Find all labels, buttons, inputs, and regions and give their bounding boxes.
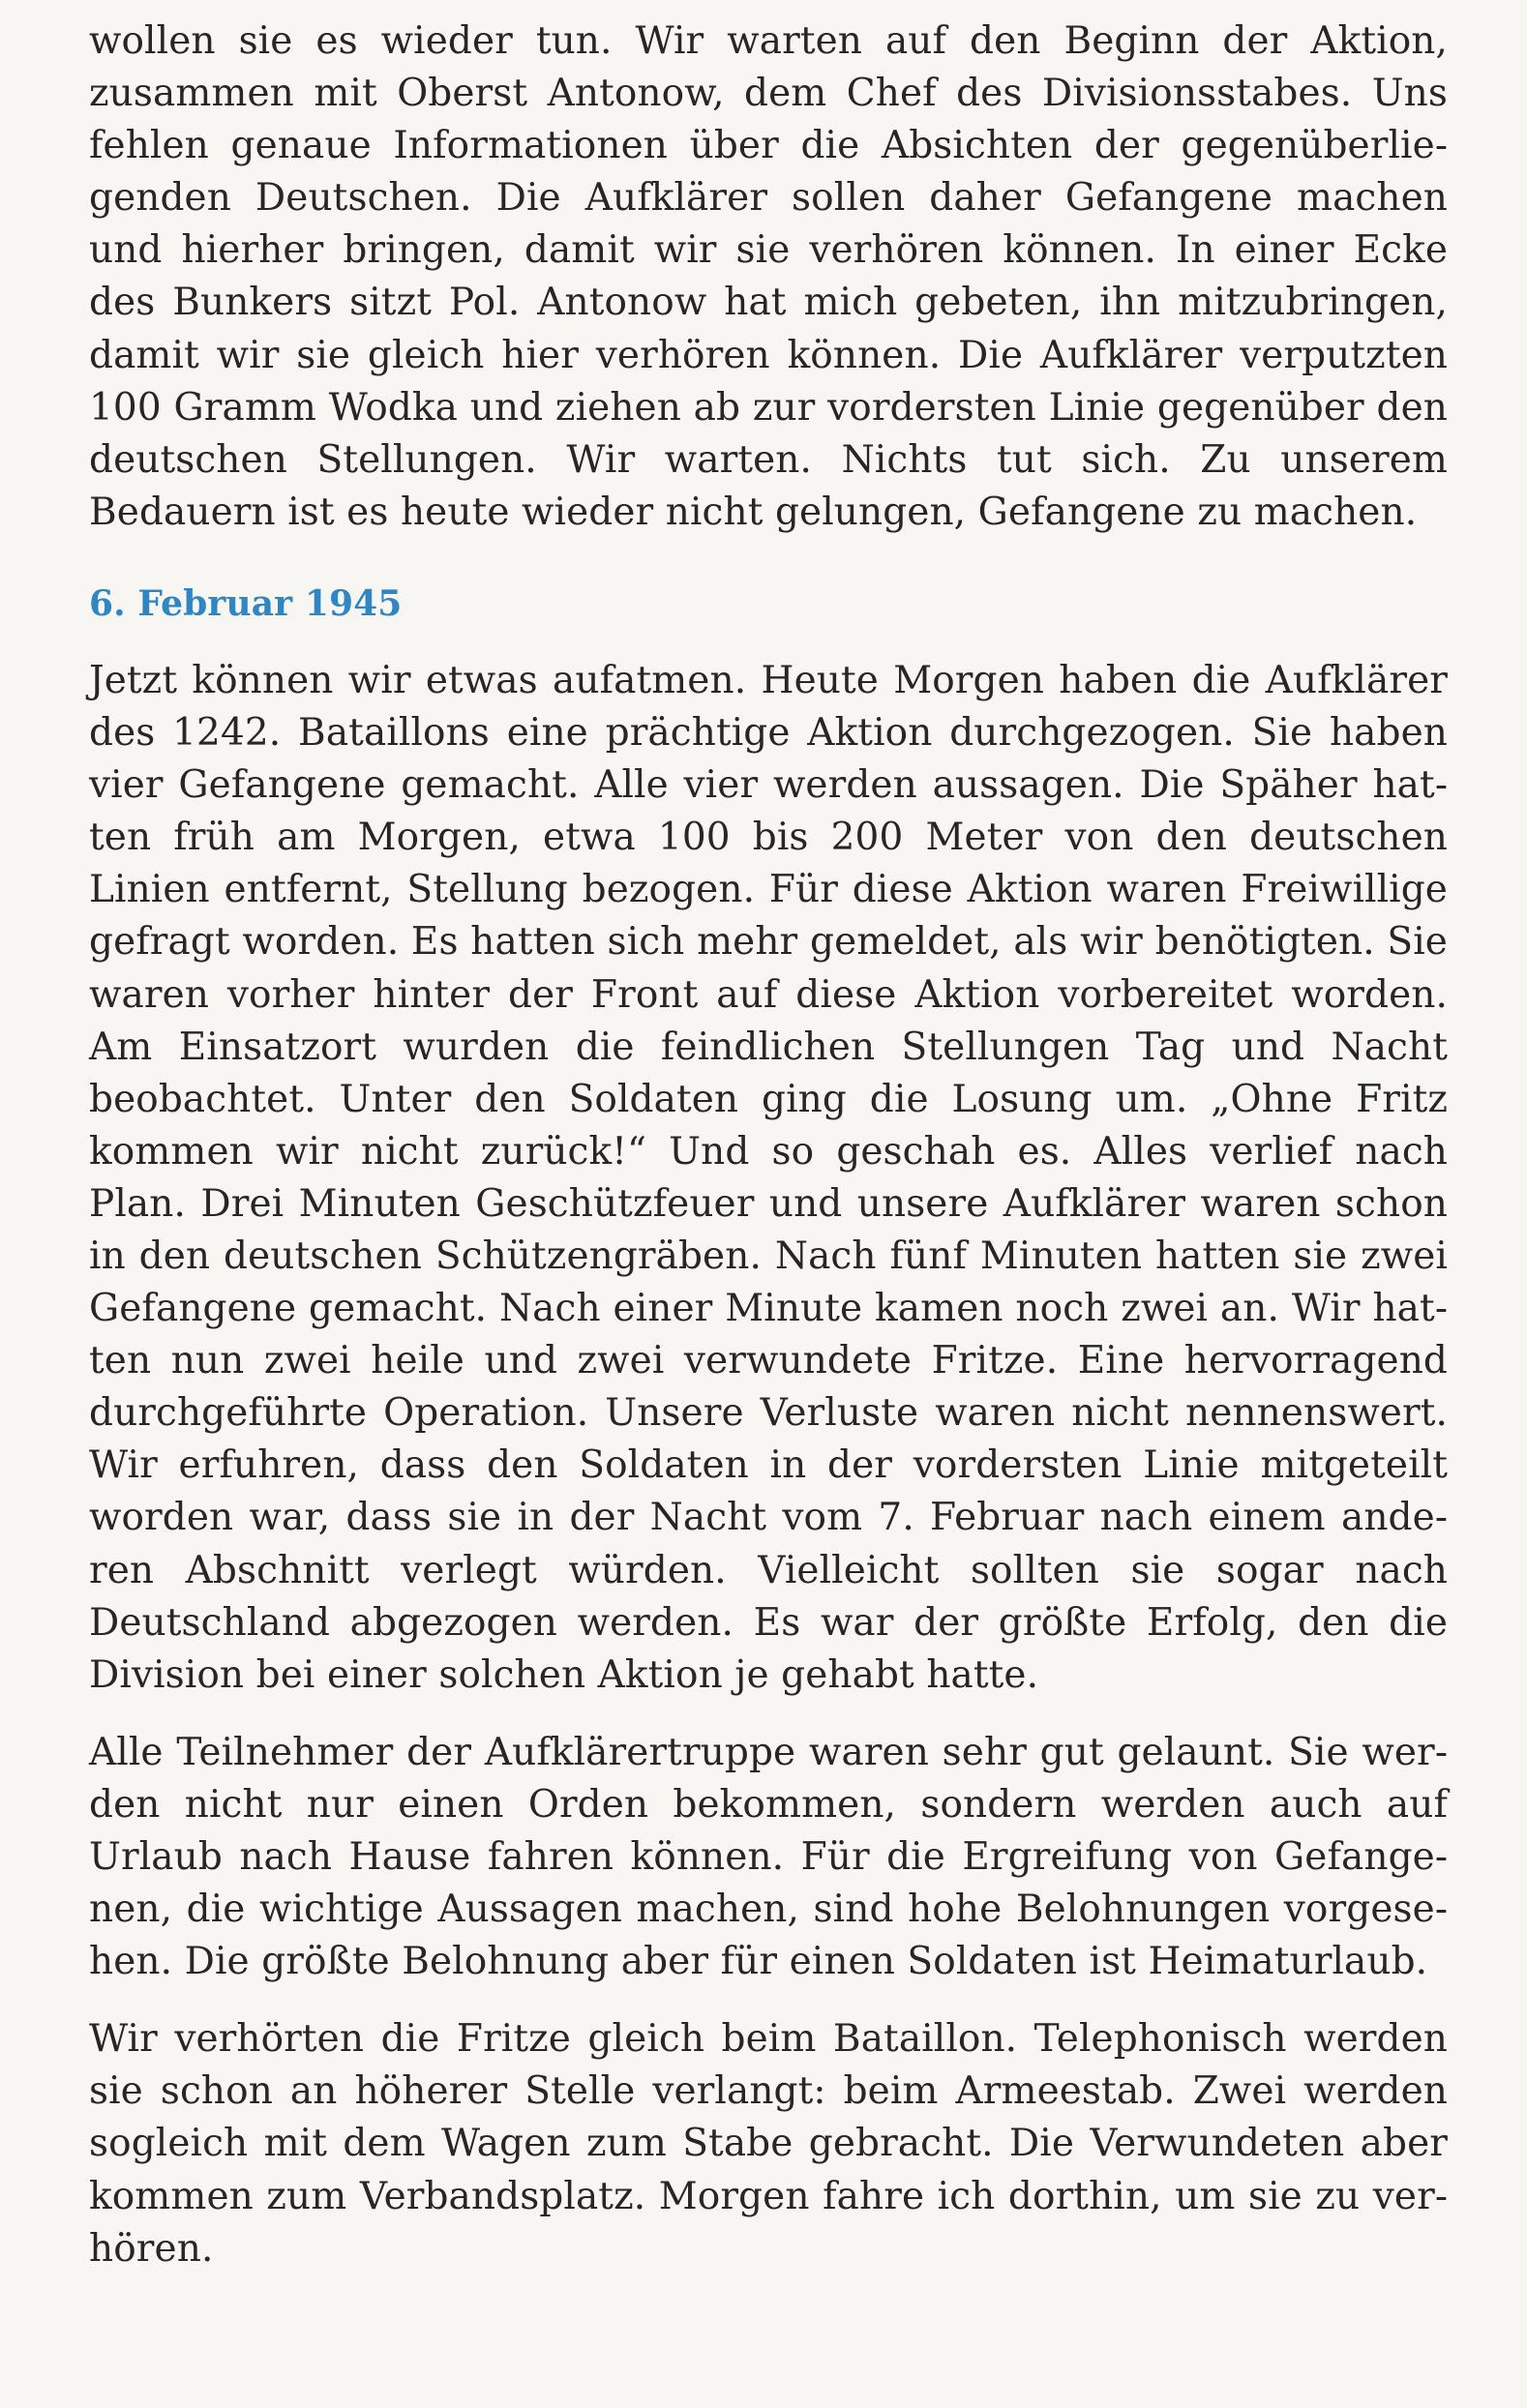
page-body: [89, 15, 1448, 2275]
paragraph-1: Jetzt können wir etwas aufatmen. Heute Morgen haben die Aufklärer des 1242. Bataillons eine prächtige Aktion durchgezogen. Sie haben vier Gefangene gemacht. Alle vier werden aussagen. Die Späher hatten früh am Morgen, etwa 100 bis 200 Meter von den deutschen Linien entfernt, Stellung bezogen. Für diese Aktion waren Freiwillige gefragt worden. Es hatten sich mehr gemeldet, als wir benötigten. Sie waren vorher hinter der Front auf diese Aktion vorbereitet worden. Am Einsatzort wurden die feindlichen Stellungen Tag und Nacht beobachtet. Unter den Soldaten ging die Losung um. „Ohne Fritz kommen wir nicht zurück!“ Und so geschah es. Alles verlief nach Plan. Drei Minuten Geschützfeuer und unsere Aufklärer waren schon in den deutschen Schützengräben. Nach fünf Minuten hatten sie zwei Gefangene gemacht. Nach einer Minute kamen noch zwei an. Wir hatten nun zwei heile und zwei verwundete Fritze. Eine hervorragend durchgeführte Operation. Unsere Verluste waren nicht nennenswert. Wir erfuhren, dass den Soldaten in der vordersten Linie mitgeteilt worden war, dass sie in der Nacht vom 7. Februar nach einem anderen Abschnitt verlegt würden. Vielleicht sollten sie sogar nach Deutschland abgezogen werden. Es war der größte Erfolg, den die Division bei einer solchen Aktion je gehabt hatte.: [89, 658, 1448, 1697]
section-heading-date: 6. Februar 1945: [89, 582, 403, 624]
paragraph-intro: wollen sie es wieder tun. Wir warten auf den Beginn der Aktion, zusammen mit Oberst Antonow, dem Chef des Divisionsstabes. Uns fehlen genaue Informationen über die Absichten der gegenüberliegenden Deutschen. Die Aufklärer sollen daher Gefangene machen und hierher bringen, damit wir sie verhören können. In einer Ecke des Bunkers sitzt Pol. Antonow hat mich gebeten, ihn mitzubringen, damit wir sie gleich hier verhören können. Die Aufklärer verputzten 100 Gramm Wodka und ziehen ab zur vordersten Linie gegenüber den deutschen Stellungen. Wir warten. Nichts tut sich. Zu unserem Bedauern ist es heute wieder nicht gelungen, Gefangene zu machen.: [89, 19, 1448, 534]
paragraph-3: Wir verhörten die Fritze gleich beim Bataillon. Telephonisch werden sie schon an höherer Stelle verlangt: beim Armeestab. Zwei werden sogleich mit dem Wagen zum Stabe gebracht. Die Verwundeten aber kommen zum Verbandsplatz. Morgen fahre ich dorthin, um sie zu verhören.: [89, 2017, 1448, 2271]
paragraph-2: Alle Teilnehmer der Aufklärertruppe waren sehr gut gelaunt. Sie werden nicht nur einen Orden bekommen, sondern werden auch auf Urlaub nach Hause fahren können. Für die Ergreifung von Gefangenen, die wichtige Aussagen machen, sind hohe Belohnungen vorgesehen. Die größte Belohnung aber für einen Soldaten ist Heimaturlaub.: [89, 1730, 1448, 1984]
